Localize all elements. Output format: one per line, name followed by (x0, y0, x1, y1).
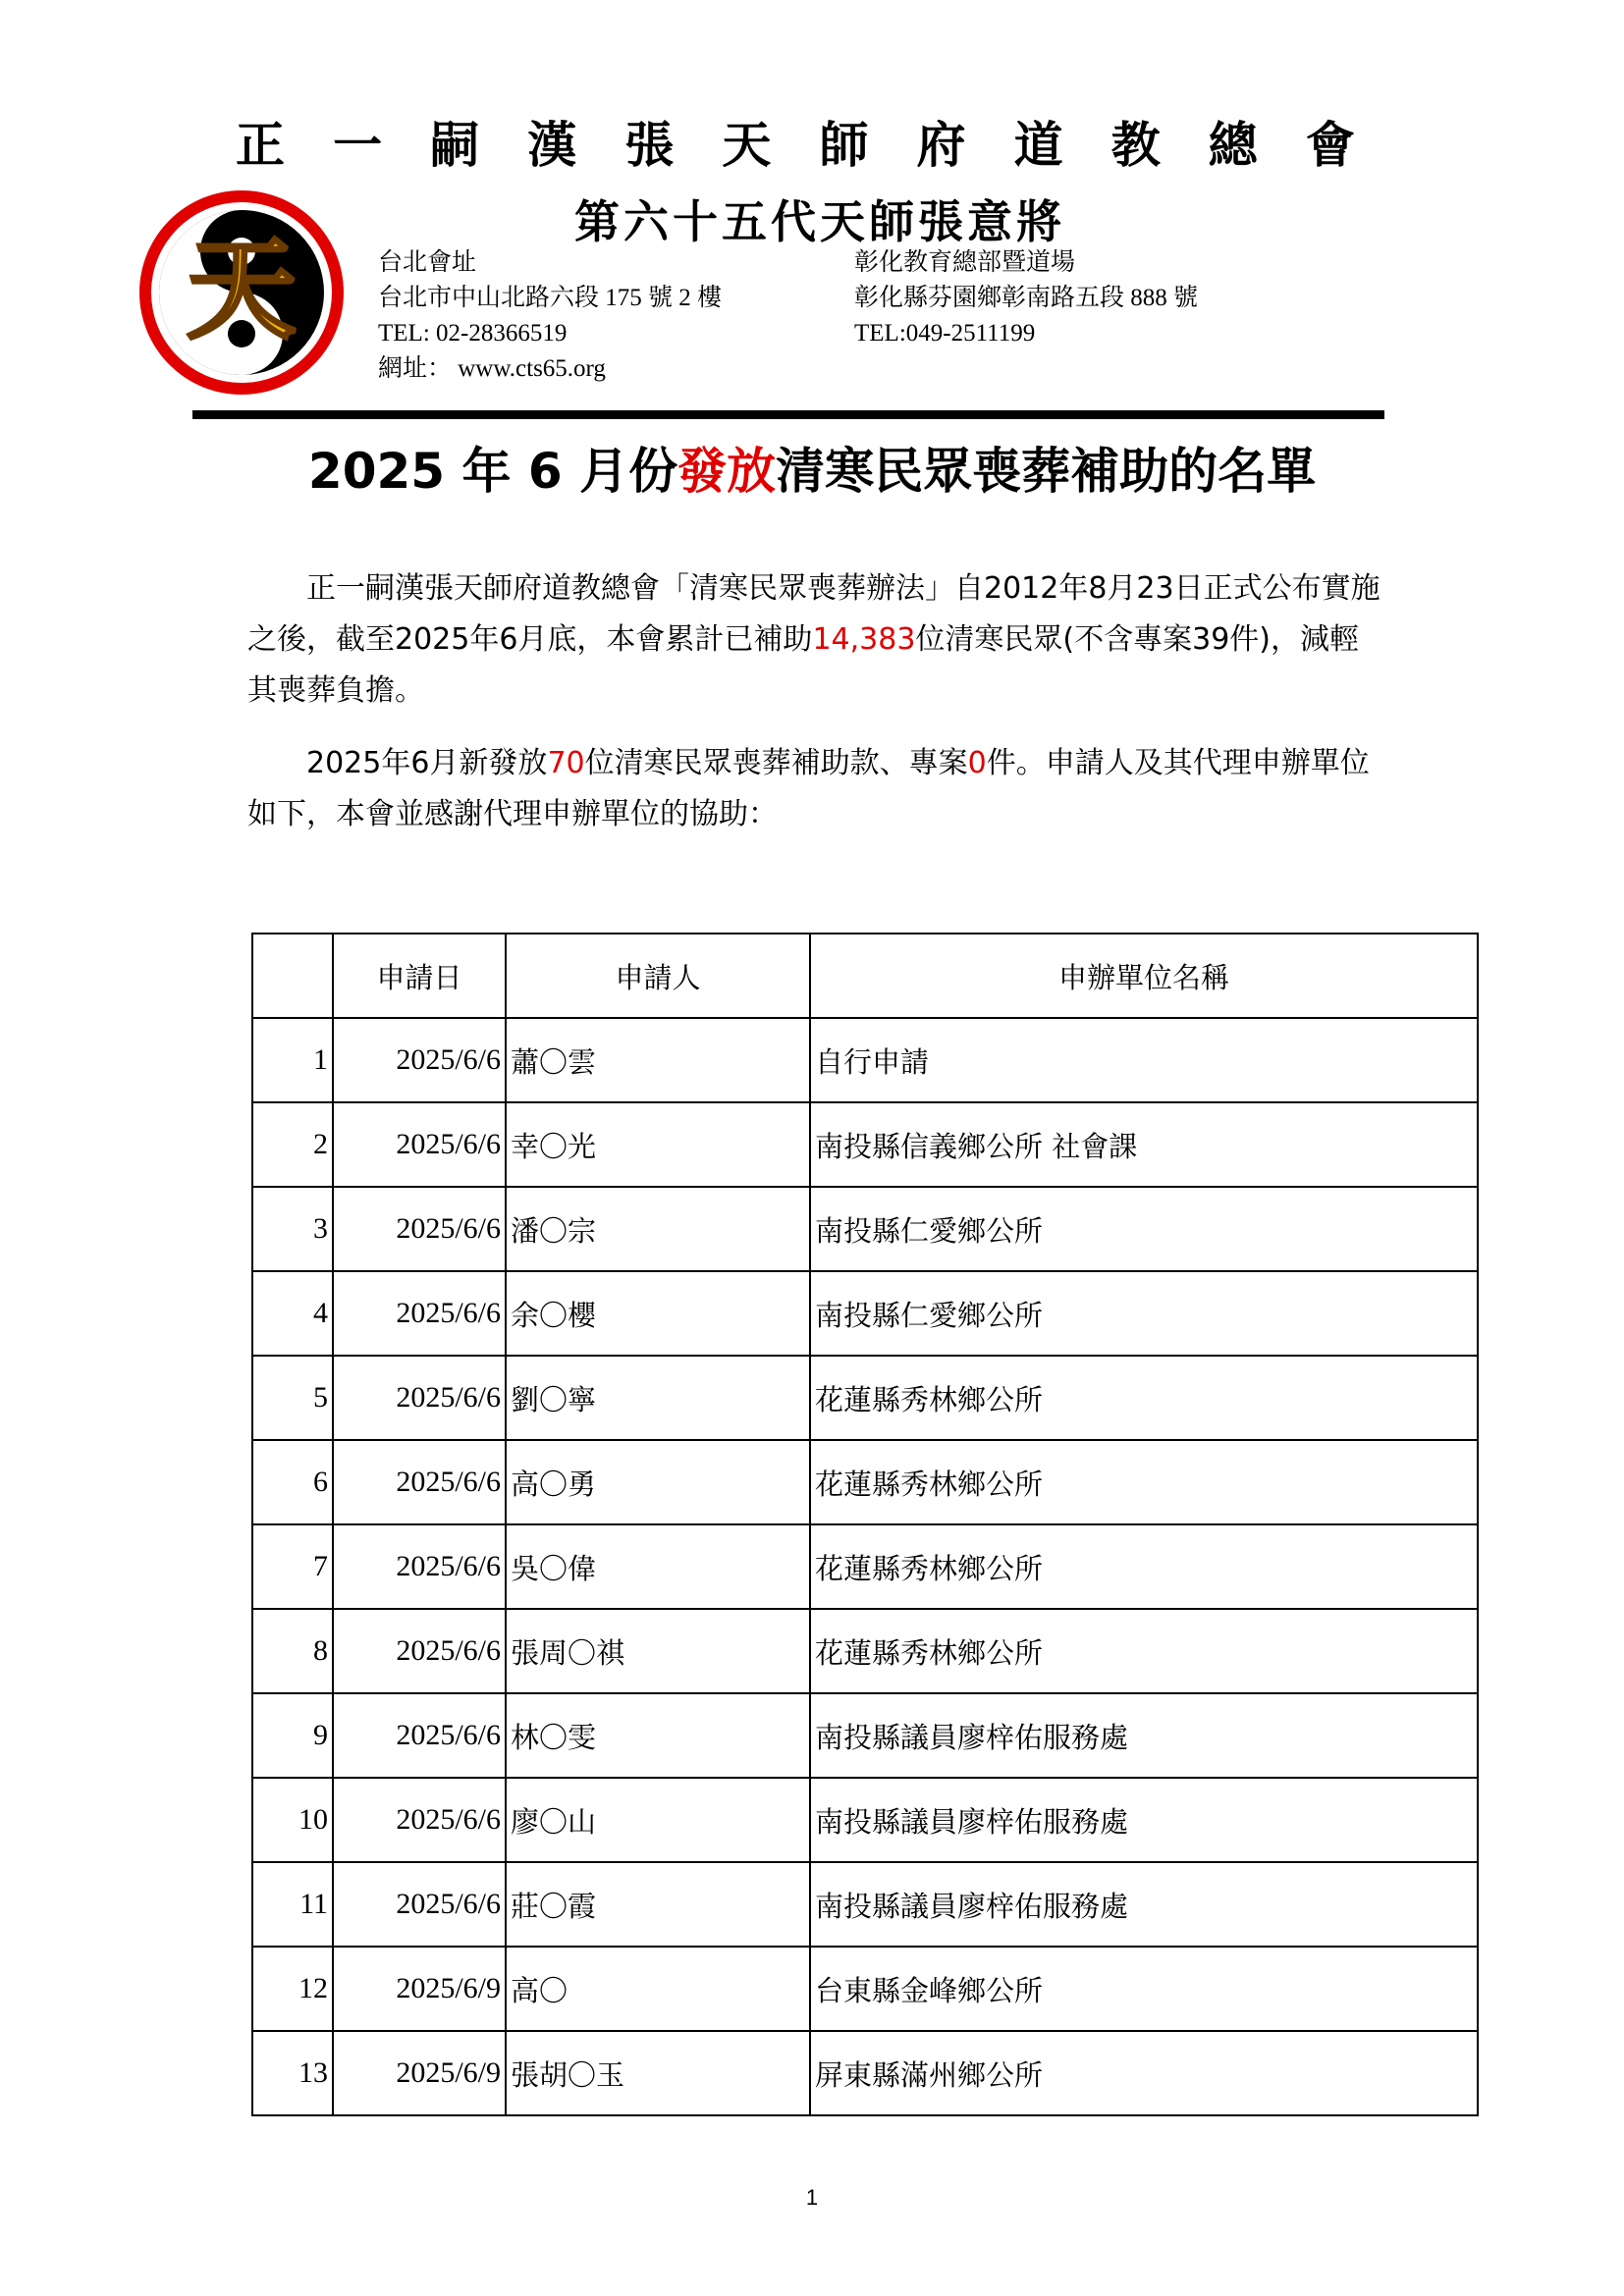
title-part3: 清寒民眾喪葬補助的名單 (776, 443, 1317, 500)
row-date: 2025/6/9 (333, 2031, 506, 2115)
row-applicant: 吳〇偉 (506, 1524, 810, 1609)
logo-char: 天 (187, 226, 297, 354)
row-unit: 南投縣議員廖梓佑服務處 (810, 1778, 1478, 1862)
row-unit: 花蓮縣秀林鄉公所 (810, 1440, 1478, 1524)
row-number: 13 (252, 2031, 333, 2115)
row-applicant: 潘〇宗 (506, 1187, 810, 1271)
row-number: 5 (252, 1356, 333, 1440)
row-date: 2025/6/6 (333, 1524, 506, 1609)
website: 網址： www.cts65.org (378, 355, 606, 382)
row-number: 6 (252, 1440, 333, 1524)
row-number: 9 (252, 1693, 333, 1778)
row-unit: 南投縣議員廖梓佑服務處 (810, 1862, 1478, 1947)
table-row (252, 1862, 1478, 1947)
p1-total: 14,383 (812, 622, 916, 657)
row-unit: 屏東縣滿州鄉公所 (810, 2031, 1478, 2115)
p2-text3: 件。申請人及其代理申辦單位如下，本會並感謝代理申辦單位的協助： (247, 746, 1370, 831)
row-number: 1 (252, 1018, 333, 1102)
row-number: 10 (252, 1778, 333, 1862)
table-row (252, 1693, 1478, 1778)
row-number: 2 (252, 1102, 333, 1187)
taipei-label: 台北會址 (378, 249, 477, 276)
row-number: 3 (252, 1187, 333, 1271)
row-number: 4 (252, 1271, 333, 1356)
p2-count: 70 (547, 746, 585, 780)
row-number: 8 (252, 1609, 333, 1693)
table-row (252, 1356, 1478, 1440)
taipei-address-block (378, 245, 722, 387)
row-date: 2025/6/6 (333, 1356, 506, 1440)
header-no (252, 934, 333, 1018)
row-number: 11 (252, 1862, 333, 1947)
row-unit: 台東縣金峰鄉公所 (810, 1947, 1478, 2031)
row-date: 2025/6/6 (333, 1609, 506, 1693)
row-applicant: 莊〇霞 (506, 1862, 810, 1947)
org-title-char: 總 (1208, 116, 1258, 174)
row-date: 2025/6/9 (333, 1947, 506, 2031)
row-applicant: 高〇 (506, 1947, 810, 2031)
row-unit: 自行申請 (810, 1018, 1478, 1102)
changhua-address: 彰化縣芬園鄉彰南路五段 888 號 (854, 285, 1199, 311)
paragraph-monthly (247, 738, 1386, 840)
table-row (252, 1778, 1478, 1862)
logo-icon (137, 188, 346, 397)
title-part1: 2025 年 6 月份 (307, 443, 678, 500)
header-applicant: 申請人 (506, 934, 810, 1018)
org-title-char: 會 (1305, 116, 1355, 174)
header-date: 申請日 (333, 934, 506, 1018)
org-title-char: 漢 (527, 116, 577, 174)
table-row (252, 1271, 1478, 1356)
paragraph-summary (247, 563, 1386, 717)
org-title-char: 教 (1110, 116, 1161, 174)
table-row (252, 1440, 1478, 1524)
header-unit: 申辦單位名稱 (810, 934, 1478, 1018)
row-date: 2025/6/6 (333, 1862, 506, 1947)
recipient-table (251, 933, 1479, 2116)
table-body (252, 1018, 1478, 2115)
row-number: 7 (252, 1524, 333, 1609)
org-title-char: 道 (1013, 116, 1063, 174)
row-unit: 南投縣仁愛鄉公所 (810, 1187, 1478, 1271)
row-unit: 花蓮縣秀林鄉公所 (810, 1524, 1478, 1609)
row-unit: 花蓮縣秀林鄉公所 (810, 1356, 1478, 1440)
p2-text1: 2025年6月新發放 (306, 746, 548, 780)
org-title-char: 張 (624, 116, 675, 174)
title-red: 發放 (677, 443, 777, 500)
p1-text2: 位清寒民眾(不含專案39件)，減輕其喪葬負擔。 (247, 622, 1360, 708)
org-title-char: 師 (819, 116, 869, 174)
table-row (252, 1609, 1478, 1693)
document-title (0, 432, 1624, 503)
header-divider (192, 410, 1384, 419)
row-date: 2025/6/6 (333, 1693, 506, 1778)
row-date: 2025/6/6 (333, 1018, 506, 1102)
table-row (252, 1947, 1478, 2031)
page-number: 1 (805, 2185, 819, 2210)
taipei-address: 台北市中山北路六段 175 號 2 樓 (378, 285, 723, 311)
org-title-char: 府 (916, 116, 966, 174)
table-row (252, 2031, 1478, 2115)
table-header-row (252, 934, 1478, 1018)
row-applicant: 幸〇光 (506, 1102, 810, 1187)
row-applicant: 林〇雯 (506, 1693, 810, 1778)
org-title (236, 110, 1355, 173)
row-applicant: 張胡〇玉 (506, 2031, 810, 2115)
row-date: 2025/6/6 (333, 1102, 506, 1187)
table-row (252, 1524, 1478, 1609)
row-applicant: 蕭〇雲 (506, 1018, 810, 1102)
table-row (252, 1102, 1478, 1187)
row-date: 2025/6/6 (333, 1440, 506, 1524)
row-unit: 南投縣仁愛鄉公所 (810, 1271, 1478, 1356)
changhua-tel: TEL:049-2511199 (854, 320, 1036, 347)
row-applicant: 高〇勇 (506, 1440, 810, 1524)
taipei-tel: TEL: 02-28366519 (378, 320, 568, 347)
changhua-address-block (854, 245, 1198, 351)
row-date: 2025/6/6 (333, 1778, 506, 1862)
table-row (252, 1187, 1478, 1271)
row-applicant: 劉〇寧 (506, 1356, 810, 1440)
row-applicant: 余〇櫻 (506, 1271, 810, 1356)
master-title: 第六十五代天師張意將 (574, 195, 1065, 248)
row-number: 12 (252, 1947, 333, 2031)
changhua-label: 彰化教育總部暨道場 (854, 249, 1076, 276)
row-date: 2025/6/6 (333, 1271, 506, 1356)
row-date: 2025/6/6 (333, 1187, 506, 1271)
org-title-char: 一 (333, 116, 383, 174)
org-title-char: 天 (722, 116, 772, 174)
row-applicant: 廖〇山 (506, 1778, 810, 1862)
row-unit: 南投縣信義鄉公所 社會課 (810, 1102, 1478, 1187)
table-row (252, 1018, 1478, 1102)
row-unit: 花蓮縣秀林鄉公所 (810, 1609, 1478, 1693)
row-applicant: 張周〇祺 (506, 1609, 810, 1693)
row-unit: 南投縣議員廖梓佑服務處 (810, 1693, 1478, 1778)
org-title-char: 嗣 (430, 116, 480, 174)
p2-special-count: 0 (967, 746, 987, 780)
org-title-char: 正 (236, 116, 285, 174)
p2-text2: 位清寒民眾喪葬補助款、專案 (584, 746, 968, 780)
p1-text1: 正一嗣漢張天師府道教總會「清寒民眾喪葬辦法」自2012年8月23日正式公布實施之後，截至2025年6月底，本會累計已補助 (247, 571, 1380, 657)
